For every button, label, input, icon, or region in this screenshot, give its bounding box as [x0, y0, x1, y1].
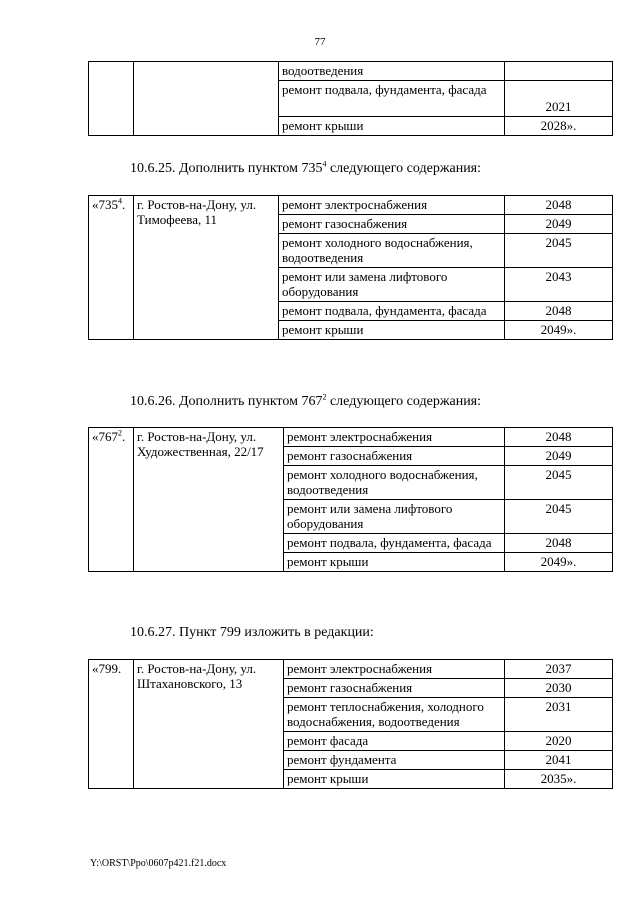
- year-cell: 2049».: [505, 321, 613, 340]
- year-cell: 2049: [505, 215, 613, 234]
- year-cell: 2049: [505, 447, 613, 466]
- year-cell: 2048: [505, 534, 613, 553]
- year-cell: 2049».: [505, 553, 613, 572]
- paragraph-text: 10.6.26. Дополнить пунктом 767: [130, 394, 323, 409]
- work-cell: ремонт подвала, фундамента, фасада: [284, 534, 505, 553]
- table-735: [88, 195, 613, 340]
- work-cell: ремонт фасада: [284, 732, 505, 751]
- paragraph-10-6-27: 10.6.27. Пункт 799 изложить в редакции:: [130, 625, 374, 640]
- work-cell: ремонт или замена лифтового оборудования: [284, 500, 505, 534]
- file-path-footer: Y:\ORST\Ppo\0607p421.f21.docx: [90, 858, 227, 869]
- year-cell: 2030: [505, 679, 613, 698]
- year-cell: 2031: [505, 698, 613, 732]
- work-cell: ремонт холодного водоснабжения, водоотведения: [279, 234, 505, 268]
- superscript: 4: [322, 159, 327, 169]
- work-cell: ремонт газоснабжения: [279, 215, 505, 234]
- paragraph-text: 10.6.25. Дополнить пунктом 735: [130, 161, 323, 176]
- work-cell: ремонт газоснабжения: [284, 679, 505, 698]
- work-cell: ремонт электроснабжения: [284, 660, 505, 679]
- work-cell: ремонт крыши: [284, 770, 505, 789]
- year-cell: 2048: [505, 302, 613, 321]
- year-cell: 2041: [505, 751, 613, 770]
- year-cell: 2035».: [505, 770, 613, 789]
- work-cell: ремонт крыши: [279, 117, 505, 136]
- year-cell: 2045: [505, 234, 613, 268]
- work-cell: ремонт холодного водоснабжения, водоотведения: [284, 466, 505, 500]
- year-cell: 2045: [505, 500, 613, 534]
- table-row: [89, 62, 613, 81]
- number-cell: «$735^4$.: [89, 196, 134, 340]
- year-cell: 2048: [505, 428, 613, 447]
- paragraph-text: следующего содержания:: [326, 394, 482, 409]
- number-cell: [89, 62, 134, 136]
- table-row: [89, 196, 613, 215]
- page-number: 77: [314, 36, 326, 48]
- table-row: [89, 428, 613, 447]
- year-cell: 2037: [505, 660, 613, 679]
- address-cell: [134, 62, 279, 136]
- year-cell: 2028».: [505, 117, 613, 136]
- number-cell: «$767^2$.: [89, 428, 134, 572]
- year-cell: 2020: [505, 732, 613, 751]
- address-cell: г. Ростов-на-Дону, ул. Художественная, 22/17: [134, 428, 284, 572]
- year-cell: 2048: [505, 196, 613, 215]
- table-767: [88, 427, 613, 572]
- work-cell: водоотведения: [279, 62, 505, 81]
- work-cell: ремонт подвала, фундамента, фасада: [279, 81, 505, 117]
- work-cell: ремонт электроснабжения: [284, 428, 505, 447]
- work-cell: ремонт крыши: [284, 553, 505, 572]
- paragraph-10-6-26: [130, 394, 481, 410]
- year-cell: 2021: [505, 81, 613, 117]
- address-cell: г. Ростов-на-Дону, ул. Штахановского, 13: [134, 660, 284, 789]
- work-cell: ремонт газоснабжения: [284, 447, 505, 466]
- table-row: [89, 660, 613, 679]
- table-continuation: [88, 61, 613, 136]
- number-cell: «799.: [89, 660, 134, 789]
- work-cell: ремонт крыши: [279, 321, 505, 340]
- superscript: 2: [322, 392, 327, 402]
- work-cell: ремонт подвала, фундамента, фасада: [279, 302, 505, 321]
- year-cell: 2045: [505, 466, 613, 500]
- work-cell: ремонт теплоснабжения, холодного водоснабжения, водоотведения: [284, 698, 505, 732]
- work-cell: ремонт фундамента: [284, 751, 505, 770]
- work-cell: ремонт или замена лифтового оборудования: [279, 268, 505, 302]
- table-799: [88, 659, 613, 789]
- year-cell: [505, 62, 613, 81]
- work-cell: ремонт электроснабжения: [279, 196, 505, 215]
- paragraph-10-6-25: [130, 161, 481, 177]
- paragraph-text: следующего содержания:: [326, 161, 482, 176]
- year-cell: 2043: [505, 268, 613, 302]
- address-cell: г. Ростов-на-Дону, ул. Тимофеева, 11: [134, 196, 279, 340]
